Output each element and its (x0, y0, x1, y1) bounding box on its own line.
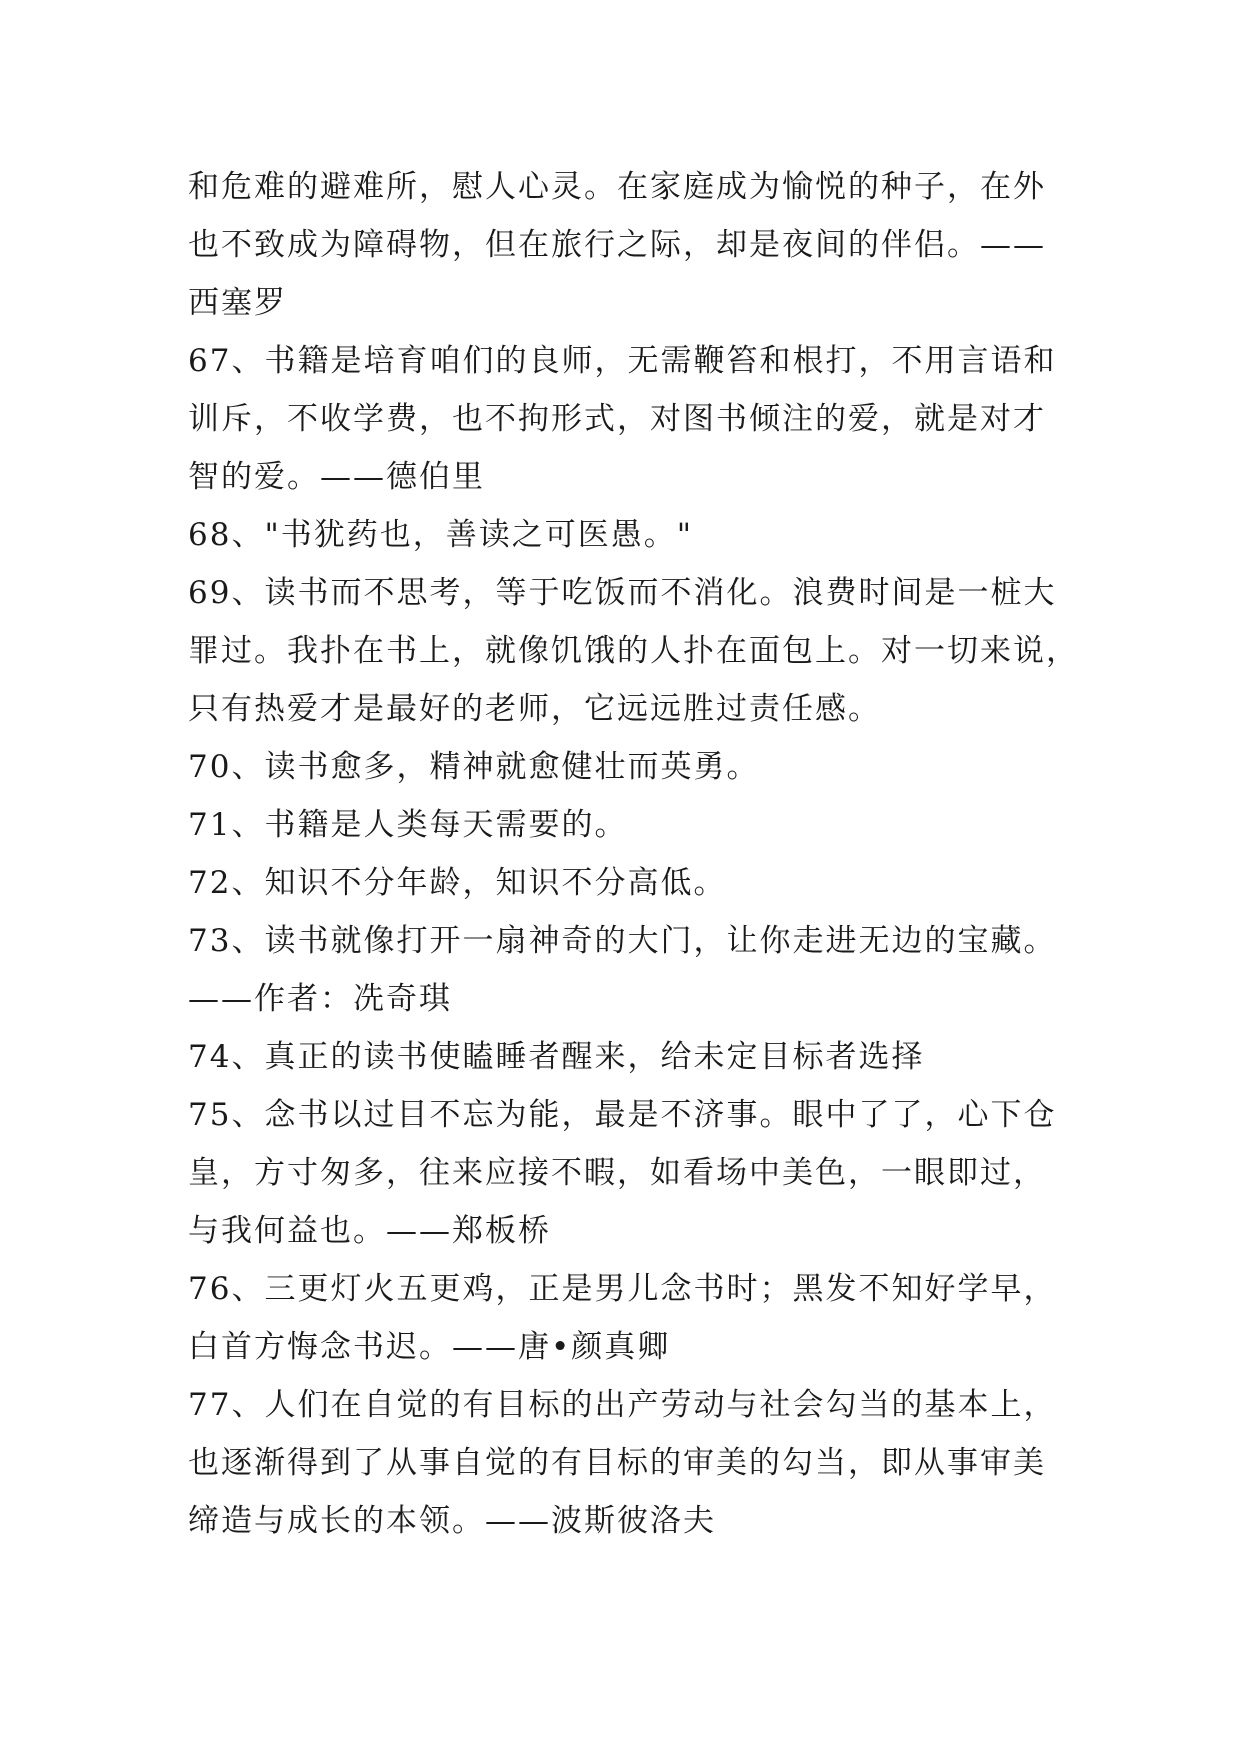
text-line: 也逐渐得到了从事自觉的有目标的审美的勾当，即从事审美 (188, 1445, 1046, 1481)
text-line: 74、真正的读书使瞌睡者醒来，给未定目标者选择 (188, 1039, 925, 1075)
text-line: 西塞罗 (188, 285, 287, 321)
text-line: 75、念书以过目不忘为能，最是不济事。眼中了了，心下仓 (188, 1097, 1057, 1133)
text-line: 68、"书犹药也，善读之可医愚。" (188, 517, 693, 553)
text-line: 76、三更灯火五更鸡，正是男儿念书时；黑发不知好学早， (188, 1271, 1057, 1307)
text-line: 罪过。我扑在书上，就像饥饿的人扑在面包上。对一切来说， (188, 633, 1079, 669)
text-line: 白首方悔念书迟。——唐•颜真卿 (188, 1329, 671, 1365)
text-line: 只有热爱才是最好的老师，它远远胜过责任感。 (188, 691, 881, 727)
text-line: ——作者：冼奇琪 (188, 981, 452, 1017)
text-line: 72、知识不分年龄，知识不分高低。 (188, 865, 727, 901)
text-line: 73、读书就像打开一扇神奇的大门，让你走进无边的宝藏。 (188, 923, 1057, 959)
text-line: 皇，方寸匆多，往来应接不暇，如看场中美色，一眼即过， (188, 1155, 1046, 1191)
text-line: 与我何益也。——郑板桥 (188, 1213, 551, 1249)
text-line: 77、人们在自觉的有目标的出产劳动与社会勾当的基本上， (188, 1387, 1057, 1423)
text-line: 和危难的避难所，慰人心灵。在家庭成为愉悦的种子，在外 (188, 169, 1046, 205)
text-line: 缔造与成长的本领。——波斯彼洛夫 (188, 1503, 716, 1539)
text-line: 训斥，不收学费，也不拘形式，对图书倾注的爱，就是对才 (188, 401, 1046, 437)
text-line: 69、读书而不思考，等于吃饭而不消化。浪费时间是一桩大 (188, 575, 1057, 611)
text-line: 71、书籍是人类每天需要的。 (188, 807, 628, 843)
text-line: 也不致成为障碍物，但在旅行之际，却是夜间的伴侣。—— (188, 227, 1046, 263)
document-body (188, 158, 1079, 1550)
text-line: 智的爱。——德伯里 (188, 459, 485, 495)
text-line: 67、书籍是培育咱们的良师，无需鞭笞和根打，不用言语和 (188, 343, 1057, 379)
text-line: 70、读书愈多，精神就愈健壮而英勇。 (188, 749, 760, 785)
